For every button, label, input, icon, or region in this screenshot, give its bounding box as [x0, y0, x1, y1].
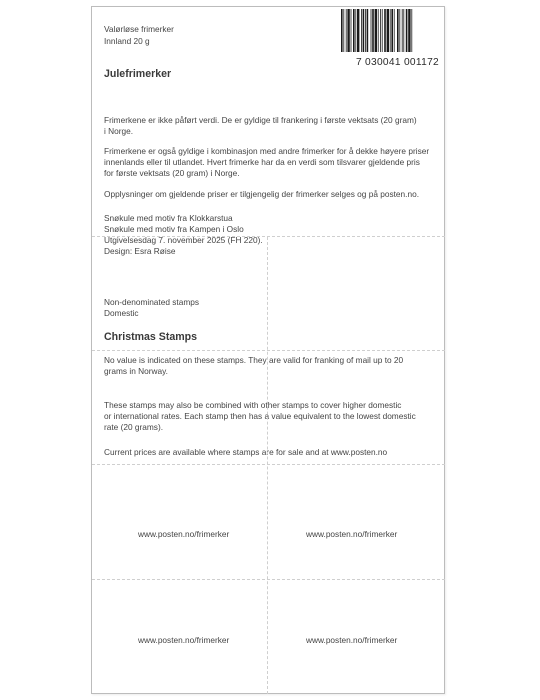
stamp-slot-url: www.posten.no/frimerker [138, 529, 230, 539]
stamp-slot-url: www.posten.no/frimerker [306, 529, 398, 539]
barcode-bar [371, 9, 372, 52]
barcode-bar [346, 9, 347, 52]
no-paragraph-1-line-1: Frimerkene er ikke påført verdi. De er gyldige til frankering i første vektsats (20 gram) [104, 115, 417, 125]
barcode [341, 9, 437, 71]
en-line-1: Non-denominated stamps [104, 297, 200, 307]
barcode-bar [402, 9, 403, 52]
barcode-bar [387, 9, 389, 52]
barcode-bar [378, 9, 379, 52]
barcode-bar [397, 9, 399, 52]
stamp-slot-url: www.posten.no/frimerker [306, 635, 398, 645]
en-paragraph-1-line-2: grams in Norway. [104, 366, 168, 376]
barcode-bar [394, 9, 395, 52]
motif-1: Snøkule med motiv fra Klokkarstua [104, 213, 233, 223]
barcode-bar [399, 9, 400, 52]
barcode-bar [367, 9, 369, 52]
issue-date: Utgivelsesdag 7. november 2025 (FH 220). [104, 235, 263, 245]
en-paragraph-3: Current prices are available where stamps are for sale and at www.posten.no [104, 447, 388, 457]
barcode-bar [408, 9, 410, 52]
barcode-bar [384, 9, 386, 52]
barcode-bar [357, 9, 359, 52]
en-paragraph-2-line-3: rate (20 grams). [104, 422, 164, 432]
en-line-2: Domestic [104, 308, 139, 318]
en-paragraph-1-line-1: No value is indicated on these stamps. They are valid for franking of mail up to 20 [104, 355, 404, 365]
barcode-bar [365, 9, 366, 52]
no-paragraph-1-line-2: i Norge. [104, 126, 134, 136]
barcode-bar [390, 9, 391, 52]
no-paragraph-2-line-2: innenlands eller til utlandet. Hvert frimerke har da en verdi som tilsvarer gjeldende pris [104, 157, 420, 167]
en-paragraph-2-line-1: These stamps may also be combined with other stamps to cover higher domestic [104, 400, 402, 410]
barcode-bar [351, 9, 352, 52]
header-line-2: Innland 20 g [104, 36, 150, 46]
booklet-sheet [91, 6, 445, 694]
barcode-bars [341, 9, 437, 52]
barcode-bar [403, 9, 404, 52]
barcode-bar [343, 9, 344, 52]
no-paragraph-3: Opplysninger om gjeldende priser er tilgjengelig der frimerker selges og på posten.no. [104, 189, 419, 199]
english-title: Christmas Stamps [104, 331, 198, 343]
en-paragraph-2-line-2: or international rates. Each stamp then has a value equivalent to the lowest domestic [104, 411, 416, 421]
barcode-bar [355, 9, 356, 52]
barcode-bar [363, 9, 365, 52]
barcode-bar [391, 9, 393, 52]
barcode-bar [361, 9, 362, 52]
barcode-bar [380, 9, 381, 52]
stamp-slot-url: www.posten.no/frimerker [138, 635, 230, 645]
header-line-1: Valørløse frimerker [104, 24, 174, 34]
no-paragraph-2-line-3: for første vektsats (20 gram) i Norge. [104, 168, 240, 178]
perforation-row-3 [92, 464, 445, 465]
barcode-number: 7 030041 001172 [355, 57, 439, 68]
perforation-vertical [267, 237, 268, 694]
perforation-row-4 [92, 579, 445, 580]
barcode-bar [341, 9, 343, 52]
perforation-row-1 [92, 236, 445, 237]
perforation-row-2 [92, 350, 445, 351]
motif-2: Snøkule med motiv fra Kampen i Oslo [104, 224, 244, 234]
barcode-bar [375, 9, 377, 52]
designer: Design: Esra Røise [104, 246, 176, 256]
barcode-bar [372, 9, 374, 52]
norwegian-title: Julefrimerker [104, 68, 172, 80]
barcode-bar [382, 9, 383, 52]
no-paragraph-2-line-1: Frimerkene er også gyldige i kombinasjon med andre frimerker for å dekke høyere priser [104, 146, 430, 156]
barcode-bar [347, 9, 349, 52]
barcode-bar [406, 9, 408, 52]
barcode-bar [411, 9, 412, 52]
barcode-bar [353, 9, 355, 52]
